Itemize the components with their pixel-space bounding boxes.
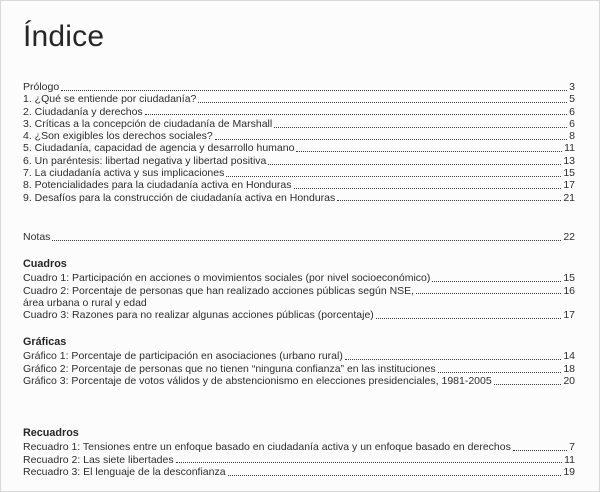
- toc-entry-page: 16: [563, 284, 575, 297]
- toc-entry-page: 6: [569, 105, 575, 118]
- toc-leader-dots: [198, 102, 567, 103]
- toc-entry-page: 5: [569, 93, 575, 106]
- toc-entry-label: 1. ¿Qué se entiende por ciudadanía?: [23, 93, 197, 106]
- toc-leader-dots: [228, 475, 562, 476]
- toc-entry-page: 20: [563, 375, 575, 388]
- toc-leader-dots: [376, 318, 562, 319]
- section-heading-recuadros: Recuadros: [23, 427, 79, 440]
- toc-entry-label: área urbana o rural y edad: [23, 296, 147, 309]
- toc-leader-dots: [432, 281, 561, 282]
- toc-entry-label: 2. Ciudadanía y derechos: [23, 105, 143, 118]
- toc-entry-label: Gráfico 1: Porcentaje de participación en asociaciones (urbano rural): [23, 350, 343, 363]
- toc-leader-dots: [61, 90, 567, 91]
- toc-entry-label: Gráfico 2: Porcentaje de personas que no tienen “ninguna confianza” en las instituciones: [23, 362, 436, 375]
- toc-entry[interactable]: [23, 142, 575, 154]
- toc-entry-label: Cuadro 2: Porcentaje de personas que han realizado acciones públicas según NSE,: [23, 284, 415, 297]
- toc-entry-notas[interactable]: [23, 231, 575, 243]
- toc-entry[interactable]: [23, 375, 575, 387]
- toc-entry-page: 17: [563, 179, 575, 192]
- toc-entry-page: 11: [564, 142, 575, 155]
- toc-entry[interactable]: [23, 350, 575, 362]
- toc-entry[interactable]: [23, 155, 575, 167]
- toc-entry-page: 17: [563, 309, 575, 322]
- toc-entry-page: 13: [563, 154, 575, 167]
- toc-entry-label: 4. ¿Son exigibles los derechos sociales?: [23, 130, 213, 143]
- toc-entry[interactable]: [23, 285, 575, 297]
- toc-entry-page: 6: [569, 117, 575, 130]
- toc-entry-label: 6. Un paréntesis: libertad negativa y libertad positiva: [23, 154, 267, 167]
- toc-entry-label: Recuadro 3: El lenguaje de la desconfianza: [23, 465, 226, 478]
- toc-leader-dots: [416, 293, 561, 294]
- toc-entry[interactable]: [23, 272, 575, 284]
- toc-entry-label: Cuadro 3: Razones para no realizar algunas acciones públicas (porcentaje): [23, 309, 374, 322]
- toc-entry-label: Prólogo: [23, 81, 60, 93]
- toc-entry-page: 15: [563, 167, 575, 180]
- toc-leader-dots: [294, 188, 562, 189]
- toc-leader-dots: [274, 127, 567, 128]
- toc-entry-label: 7. La ciudadanía activa y sus implicaciones: [23, 167, 225, 180]
- toc-entry-page: 19: [563, 465, 575, 478]
- toc-entry-label: Recuadro 1: Tensiones entre un enfoque basado en ciudadanía activa y un enfoque basado en derechos: [23, 441, 511, 454]
- toc-entry[interactable]: [23, 179, 575, 191]
- toc-entry[interactable]: [23, 363, 575, 375]
- toc-entry-page: 18: [563, 362, 575, 375]
- toc-entry[interactable]: [23, 454, 575, 466]
- toc-entry[interactable]: [23, 309, 575, 321]
- toc-entry-page: 21: [563, 191, 575, 204]
- toc-entry-label: 9. Desafíos para la construcción de ciudadanía activa en Honduras: [23, 191, 336, 204]
- toc-entry-page: 14: [563, 350, 575, 363]
- toc-entry[interactable]: [23, 118, 575, 130]
- toc-entry-label: 8. Potencialidades para la ciudadanía activa en Honduras: [23, 179, 292, 192]
- toc-leader-dots: [296, 151, 562, 152]
- toc-leader-dots: [145, 114, 567, 115]
- toc-entry[interactable]: [23, 192, 575, 204]
- section-heading-graficas: Gráficas: [23, 336, 67, 349]
- toc-leader-dots: [52, 240, 561, 241]
- page-title: Índice: [23, 20, 105, 53]
- toc-leader-dots: [337, 200, 561, 201]
- toc-entry-label: Cuadro 1: Participación en acciones o movimientos sociales (por nivel socioeconómico): [23, 272, 431, 285]
- toc-leader-dots: [226, 176, 561, 177]
- toc-leader-dots: [345, 359, 561, 360]
- table-of-contents: [23, 81, 575, 478]
- toc-entry-label: Notas: [23, 230, 51, 243]
- toc-entry-page: 3: [569, 81, 575, 93]
- toc-entry[interactable]: [23, 130, 575, 142]
- toc-entry[interactable]: [23, 106, 575, 118]
- toc-leader-dots: [215, 139, 567, 140]
- toc-entry[interactable]: [23, 167, 575, 179]
- toc-entry-page: 7: [569, 441, 575, 454]
- toc-entry-label: Gráfico 3: Porcentaje de votos válidos y de abstencionismo en elecciones presidenciales, 1981-2005: [23, 375, 492, 388]
- toc-leader-dots: [176, 462, 563, 463]
- toc-leader-dots: [438, 372, 562, 373]
- toc-entry-label: 5. Ciudadanía, capacidad de agencia y desarrollo humano: [23, 142, 295, 155]
- toc-leader-dots: [513, 450, 567, 451]
- toc-entry[interactable]: [23, 81, 575, 93]
- toc-entry[interactable]: [23, 466, 575, 478]
- toc-entry-page: 8: [569, 130, 575, 143]
- toc-leader-dots: [494, 384, 562, 385]
- toc-entry[interactable]: [23, 93, 575, 105]
- section-heading-cuadros: Cuadros: [23, 258, 67, 271]
- toc-entry[interactable]: [23, 441, 575, 453]
- toc-entry-page: 22: [563, 230, 575, 243]
- toc-entry-page: 11: [564, 453, 575, 466]
- toc-entry-label: 3. Críticas a la concepción de ciudadanía de Marshall: [23, 117, 273, 130]
- toc-entry-page: 15: [563, 272, 575, 285]
- toc-entry-label: Recuadro 2: Las siete libertades: [23, 453, 174, 466]
- toc-entry-continuation: [23, 297, 575, 309]
- toc-leader-dots: [268, 164, 561, 165]
